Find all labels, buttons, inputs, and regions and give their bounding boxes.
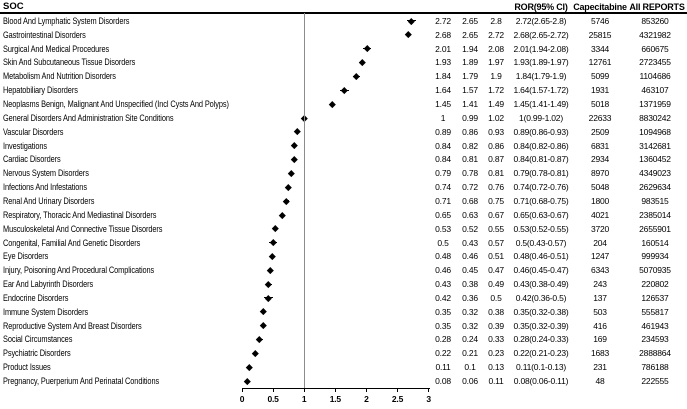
forest-row <box>0 277 687 291</box>
ror-value: 0.48 <box>435 251 451 262</box>
ci-upper-value: 0.86 <box>488 140 504 151</box>
ci-upper-value: 1.72 <box>488 85 504 96</box>
ror-ci-text: 1.93(1.89-1.97) <box>513 57 569 68</box>
ci-lower-value: 1.57 <box>462 85 478 96</box>
ror-value: 0.42 <box>435 292 451 303</box>
soc-label: Ear And Labyrinth Disorders <box>3 279 94 290</box>
ci-lower-value: 0.52 <box>462 223 478 234</box>
soc-label: Musculoskeletal And Connective Tissue Disorders <box>3 223 163 234</box>
forest-row <box>0 14 687 28</box>
soc-label: Vascular Disorders <box>3 126 64 137</box>
ror-value: 0.22 <box>435 348 451 359</box>
ci-lower-value: 0.06 <box>462 376 478 387</box>
ror-value: 2.01 <box>435 43 451 54</box>
ci-upper-value: 0.55 <box>488 223 504 234</box>
ci-upper-value: 0.51 <box>488 251 504 262</box>
x-axis-tick-label: 2 <box>364 394 369 404</box>
ci-lower-value: 1.79 <box>462 71 478 82</box>
x-axis-tick <box>304 388 305 392</box>
all-reports-count: 2629634 <box>639 182 671 193</box>
ror-value: 2.72 <box>435 15 451 26</box>
ror-ci-text: 1.84(1.79-1.9) <box>515 71 567 82</box>
ror-value: 1 <box>440 112 446 123</box>
soc-label: Injury, Poisoning And Procedural Complications <box>3 265 155 276</box>
ror-ci-text: 0.71(0.68-0.75) <box>513 195 569 206</box>
ror-ci-text: 0.35(0.32-0.39) <box>513 320 569 331</box>
ci-lower-value: 0.36 <box>462 292 478 303</box>
capecitabine-count: 5018 <box>590 99 610 110</box>
ci-lower-value: 0.21 <box>462 348 478 359</box>
soc-label: Reproductive System And Breast Disorders <box>3 320 142 331</box>
ci-lower-value: 0.81 <box>462 154 478 165</box>
capecitabine-count: 25815 <box>588 29 612 40</box>
ci-lower-value: 2.65 <box>462 15 478 26</box>
all-reports-count: 8830242 <box>639 112 671 123</box>
capecitabine-count: 5746 <box>590 15 610 26</box>
capecitabine-count: 1931 <box>590 85 610 96</box>
forest-row <box>0 208 687 222</box>
forest-row <box>0 236 687 250</box>
all-reports-count: 853260 <box>641 15 669 26</box>
forest-row <box>0 319 687 333</box>
ci-lower-value: 0.1 <box>464 362 476 373</box>
point-estimate-marker <box>283 198 289 204</box>
all-reports-count: 1371959 <box>639 99 671 110</box>
capecitabine-count: 503 <box>593 306 607 317</box>
all-reports-count: 222555 <box>641 376 669 387</box>
all-reports-count: 461943 <box>641 320 669 331</box>
column-header-soc: SOC <box>3 1 24 12</box>
capecitabine-count: 137 <box>593 292 607 303</box>
all-reports-count: 983515 <box>641 195 669 206</box>
ror-ci-text: 0.89(0.86-0.93) <box>513 126 569 137</box>
capecitabine-count: 1247 <box>590 251 610 262</box>
ror-value: 0.74 <box>435 182 451 193</box>
ci-upper-value: 1.97 <box>488 57 504 68</box>
ror-value: 0.35 <box>435 306 451 317</box>
ror-ci-text: 0.74(0.72-0.76) <box>513 182 569 193</box>
forest-row <box>0 222 687 236</box>
soc-label: Renal And Urinary Disorders <box>3 195 95 206</box>
point-estimate-marker <box>252 350 258 356</box>
capecitabine-count: 1800 <box>590 195 610 206</box>
forest-row <box>0 166 687 180</box>
forest-row <box>0 97 687 111</box>
capecitabine-count: 2509 <box>590 126 610 137</box>
x-axis-tick-label: 3 <box>426 394 431 404</box>
ror-value: 0.43 <box>435 279 451 290</box>
ci-lower-value: 1.94 <box>462 43 478 54</box>
forest-row <box>0 153 687 167</box>
ror-value: 1.64 <box>435 85 451 96</box>
forest-row <box>0 333 687 347</box>
reference-line-x1 <box>304 13 305 388</box>
all-reports-count: 4349023 <box>639 168 671 179</box>
soc-label: Pregnancy, Puerperium And Perinatal Conditions <box>3 376 160 387</box>
forest-row <box>0 346 687 360</box>
point-estimate-marker <box>256 336 262 342</box>
x-axis-tick <box>397 388 398 392</box>
capecitabine-count: 48 <box>595 376 605 387</box>
capecitabine-count: 12761 <box>588 57 612 68</box>
ror-value: 1.84 <box>435 71 451 82</box>
x-axis-tick <box>273 388 274 392</box>
ror-ci-text: 1.64(1.57-1.72) <box>513 85 569 96</box>
ror-value: 0.53 <box>435 223 451 234</box>
ci-lower-value: 0.99 <box>462 112 478 123</box>
ror-ci-text: 0.84(0.81-0.87) <box>513 154 569 165</box>
capecitabine-count: 231 <box>593 362 607 373</box>
ror-value: 0.65 <box>435 209 451 220</box>
ci-lower-value: 0.32 <box>462 306 478 317</box>
capecitabine-count: 5099 <box>590 71 610 82</box>
ci-upper-value: 2.8 <box>490 15 502 26</box>
point-estimate-marker <box>285 184 291 190</box>
point-estimate-marker <box>265 295 271 301</box>
soc-label: Cardiac Disorders <box>3 154 61 165</box>
ci-upper-value: 0.49 <box>488 279 504 290</box>
column-header-capecitabine: Capecitabine <box>573 2 627 12</box>
point-estimate-marker <box>261 322 267 328</box>
ror-value: 0.08 <box>435 376 451 387</box>
x-axis-tick-label: 1 <box>301 394 307 404</box>
soc-label: Nervous System Disorders <box>3 168 89 179</box>
ror-value: 0.28 <box>435 334 451 345</box>
all-reports-count: 5070935 <box>639 265 671 276</box>
soc-label: Product Issues <box>3 362 51 373</box>
all-reports-count: 999934 <box>641 251 669 262</box>
forest-row <box>0 111 687 125</box>
ror-ci-text: 0.84(0.82-0.86) <box>513 140 569 151</box>
ror-ci-text: 2.01(1.94-2.08) <box>513 43 569 54</box>
ror-value: 2.68 <box>435 29 451 40</box>
x-axis-tick <box>335 388 336 392</box>
ci-lower-value: 0.78 <box>462 168 478 179</box>
soc-label: Immune System Disorders <box>3 306 89 317</box>
forest-row <box>0 194 687 208</box>
forest-row <box>0 305 687 319</box>
ci-upper-value: 0.5 <box>490 292 502 303</box>
point-estimate-marker <box>364 45 370 51</box>
ci-upper-value: 1.02 <box>488 112 504 123</box>
ror-ci-text: 0.79(0.78-0.81) <box>513 168 569 179</box>
forest-row <box>0 263 687 277</box>
forest-row <box>0 28 687 42</box>
x-axis-line <box>242 388 430 389</box>
capecitabine-count: 22633 <box>588 112 612 123</box>
ci-upper-value: 0.33 <box>488 334 504 345</box>
point-estimate-marker <box>269 253 275 259</box>
soc-label: Endocrine Disorders <box>3 292 69 303</box>
ror-value: 0.46 <box>435 265 451 276</box>
point-estimate-marker <box>270 239 276 245</box>
capecitabine-count: 3344 <box>590 43 610 54</box>
ci-upper-value: 0.57 <box>488 237 504 248</box>
ci-lower-value: 0.32 <box>462 320 478 331</box>
ror-ci-text: 0.28(0.24-0.33) <box>513 334 569 345</box>
x-axis-tick-label: 1.5 <box>329 394 341 404</box>
ci-lower-value: 0.46 <box>462 251 478 262</box>
point-estimate-marker <box>408 18 414 24</box>
all-reports-count: 220802 <box>641 279 669 290</box>
column-header-all-reports: All REPORTS <box>629 2 685 12</box>
point-estimate-marker <box>329 101 335 107</box>
x-axis-tick <box>366 388 367 392</box>
forest-row <box>0 56 687 70</box>
soc-label: Neoplasms Benign, Malignant And Unspecified (Incl Cysts And Polyps) <box>3 99 229 110</box>
all-reports-count: 2385014 <box>639 209 671 220</box>
ror-value: 0.84 <box>435 154 451 165</box>
all-reports-count: 1094968 <box>639 126 671 137</box>
ror-ci-text: 0.08(0.06-0.11) <box>513 376 569 387</box>
x-axis-tick-label: 0 <box>239 394 245 404</box>
ci-lower-value: 0.38 <box>462 279 478 290</box>
capecitabine-count: 1683 <box>590 348 610 359</box>
capecitabine-count: 3720 <box>590 223 610 234</box>
ci-lower-value: 0.24 <box>462 334 478 345</box>
all-reports-count: 1360452 <box>639 154 671 165</box>
all-reports-count: 234593 <box>641 334 669 345</box>
ci-lower-value: 1.41 <box>462 99 478 110</box>
point-estimate-marker <box>261 309 267 315</box>
ci-lower-value: 1.89 <box>462 57 478 68</box>
ci-upper-value: 1.49 <box>488 99 504 110</box>
forest-row <box>0 374 687 388</box>
ror-ci-text: 1.45(1.41-1.49) <box>513 99 569 110</box>
soc-label: Hepatobiliary Disorders <box>3 85 78 96</box>
x-axis-tick <box>428 388 429 392</box>
ci-upper-value: 0.75 <box>488 195 504 206</box>
ci-upper-value: 2.08 <box>488 43 504 54</box>
point-estimate-marker <box>267 267 273 273</box>
point-estimate-marker <box>265 281 271 287</box>
capecitabine-count: 2934 <box>590 154 610 165</box>
ci-upper-value: 0.39 <box>488 320 504 331</box>
forest-row <box>0 42 687 56</box>
x-axis-tick-label: 0.5 <box>267 394 279 404</box>
ci-lower-value: 0.82 <box>462 140 478 151</box>
ci-upper-value: 0.47 <box>488 265 504 276</box>
all-reports-count: 786188 <box>641 362 669 373</box>
soc-label: Infections And Infestations <box>3 182 87 193</box>
forest-row <box>0 125 687 139</box>
ci-upper-value: 0.76 <box>488 182 504 193</box>
ror-value: 0.35 <box>435 320 451 331</box>
ci-upper-value: 0.13 <box>488 362 504 373</box>
all-reports-count: 4321982 <box>639 29 671 40</box>
ror-ci-text: 0.53(0.52-0.55) <box>513 223 569 234</box>
all-reports-count: 2655901 <box>639 223 671 234</box>
point-estimate-marker <box>405 32 411 38</box>
ror-ci-text: 0.43(0.38-0.49) <box>513 279 569 290</box>
forest-row <box>0 180 687 194</box>
all-reports-count: 2723455 <box>639 57 671 68</box>
point-estimate-marker <box>291 142 297 148</box>
all-reports-count: 160514 <box>641 237 669 248</box>
ci-lower-value: 0.68 <box>462 195 478 206</box>
ci-lower-value: 0.45 <box>462 265 478 276</box>
all-reports-count: 126537 <box>641 292 669 303</box>
soc-label: General Disorders And Administration Site Conditions <box>3 112 174 123</box>
ror-value: 0.84 <box>435 140 451 151</box>
ror-ci-text: 0.11(0.1-0.13) <box>516 362 566 373</box>
capecitabine-count: 243 <box>593 279 607 290</box>
x-axis-tick <box>242 388 243 392</box>
soc-label: Blood And Lymphatic System Disorders <box>3 15 130 26</box>
soc-label: Congenital, Familial And Genetic Disorders <box>3 237 141 248</box>
ci-upper-value: 0.81 <box>488 168 504 179</box>
ci-upper-value: 1.9 <box>490 71 502 82</box>
ror-ci-text: 0.5(0.43-0.57) <box>515 237 567 248</box>
ror-ci-text: 0.48(0.46-0.51) <box>513 251 569 262</box>
forest-row <box>0 139 687 153</box>
all-reports-count: 463107 <box>641 85 669 96</box>
ror-value: 1.93 <box>435 57 451 68</box>
point-estimate-marker <box>291 156 297 162</box>
ci-lower-value: 0.63 <box>462 209 478 220</box>
capecitabine-count: 5048 <box>590 182 610 193</box>
ci-lower-value: 0.43 <box>462 237 478 248</box>
point-estimate-marker <box>341 87 347 93</box>
ror-value: 0.71 <box>435 195 451 206</box>
ci-upper-value: 0.87 <box>488 154 504 165</box>
all-reports-count: 3142681 <box>639 140 671 151</box>
ror-ci-text: 0.46(0.45-0.47) <box>513 265 569 276</box>
soc-label: Gastrointestinal Disorders <box>3 29 86 40</box>
point-estimate-marker <box>279 212 285 218</box>
ci-upper-value: 0.93 <box>488 126 504 137</box>
point-estimate-marker <box>246 364 252 370</box>
capecitabine-count: 8970 <box>590 168 610 179</box>
ror-value: 1.45 <box>435 99 451 110</box>
point-estimate-marker <box>353 73 359 79</box>
soc-label: Investigations <box>3 140 47 151</box>
ror-ci-text: 1(0.99-1.02) <box>519 112 563 123</box>
ror-ci-text: 0.65(0.63-0.67) <box>513 209 569 220</box>
x-axis-tick-label: 2.5 <box>391 394 404 404</box>
all-reports-count: 2888864 <box>639 348 671 359</box>
ror-ci-text: 0.22(0.21-0.23) <box>513 348 569 359</box>
forest-row <box>0 249 687 263</box>
capecitabine-count: 169 <box>593 334 607 345</box>
point-estimate-marker <box>272 225 278 231</box>
point-estimate-marker <box>288 170 294 176</box>
all-reports-count: 1104686 <box>639 71 671 82</box>
ror-ci-text: 0.35(0.32-0.38) <box>513 306 569 317</box>
ror-ci-text: 0.42(0.36-0.5) <box>515 292 567 303</box>
capecitabine-count: 4021 <box>590 209 610 220</box>
ci-upper-value: 2.72 <box>488 29 504 40</box>
ci-lower-value: 0.72 <box>462 182 478 193</box>
forest-row <box>0 83 687 97</box>
ror-value: 0.5 <box>437 237 449 248</box>
capecitabine-count: 416 <box>593 320 607 331</box>
ror-value: 0.89 <box>435 126 451 137</box>
soc-label: Surgical And Medical Procedures <box>3 43 110 54</box>
ci-upper-value: 0.67 <box>488 209 504 220</box>
capecitabine-count: 204 <box>593 237 607 248</box>
forest-row <box>0 360 687 374</box>
all-reports-count: 555817 <box>641 306 669 317</box>
ci-lower-value: 2.65 <box>462 29 478 40</box>
column-header-ror-ci: ROR(95% CI) <box>514 2 568 12</box>
ror-value: 0.79 <box>435 168 451 179</box>
point-estimate-marker <box>294 128 300 134</box>
ci-upper-value: 0.23 <box>488 348 504 359</box>
point-estimate-marker <box>244 378 250 384</box>
ci-upper-value: 0.11 <box>488 376 504 387</box>
soc-label: Eye Disorders <box>3 251 49 262</box>
capecitabine-count: 6831 <box>590 140 610 151</box>
ror-ci-text: 2.72(2.65-2.8) <box>515 15 567 26</box>
soc-label: Metabolism And Nutrition Disorders <box>3 71 116 82</box>
forest-row <box>0 69 687 83</box>
soc-label: Skin And Subcutaneous Tissue Disorders <box>3 57 136 68</box>
ror-value: 0.11 <box>435 362 451 373</box>
ci-lower-value: 0.86 <box>462 126 478 137</box>
ror-ci-text: 2.68(2.65-2.72) <box>513 29 569 40</box>
soc-label: Social Circumstances <box>3 334 73 345</box>
all-reports-count: 660675 <box>641 43 669 54</box>
point-estimate-marker <box>359 59 365 65</box>
ci-upper-value: 0.38 <box>488 306 504 317</box>
soc-label: Psychiatric Disorders <box>3 348 71 359</box>
capecitabine-count: 6343 <box>590 265 610 276</box>
forest-row <box>0 291 687 305</box>
soc-label: Respiratory, Thoracic And Mediastinal Disorders <box>3 209 157 220</box>
